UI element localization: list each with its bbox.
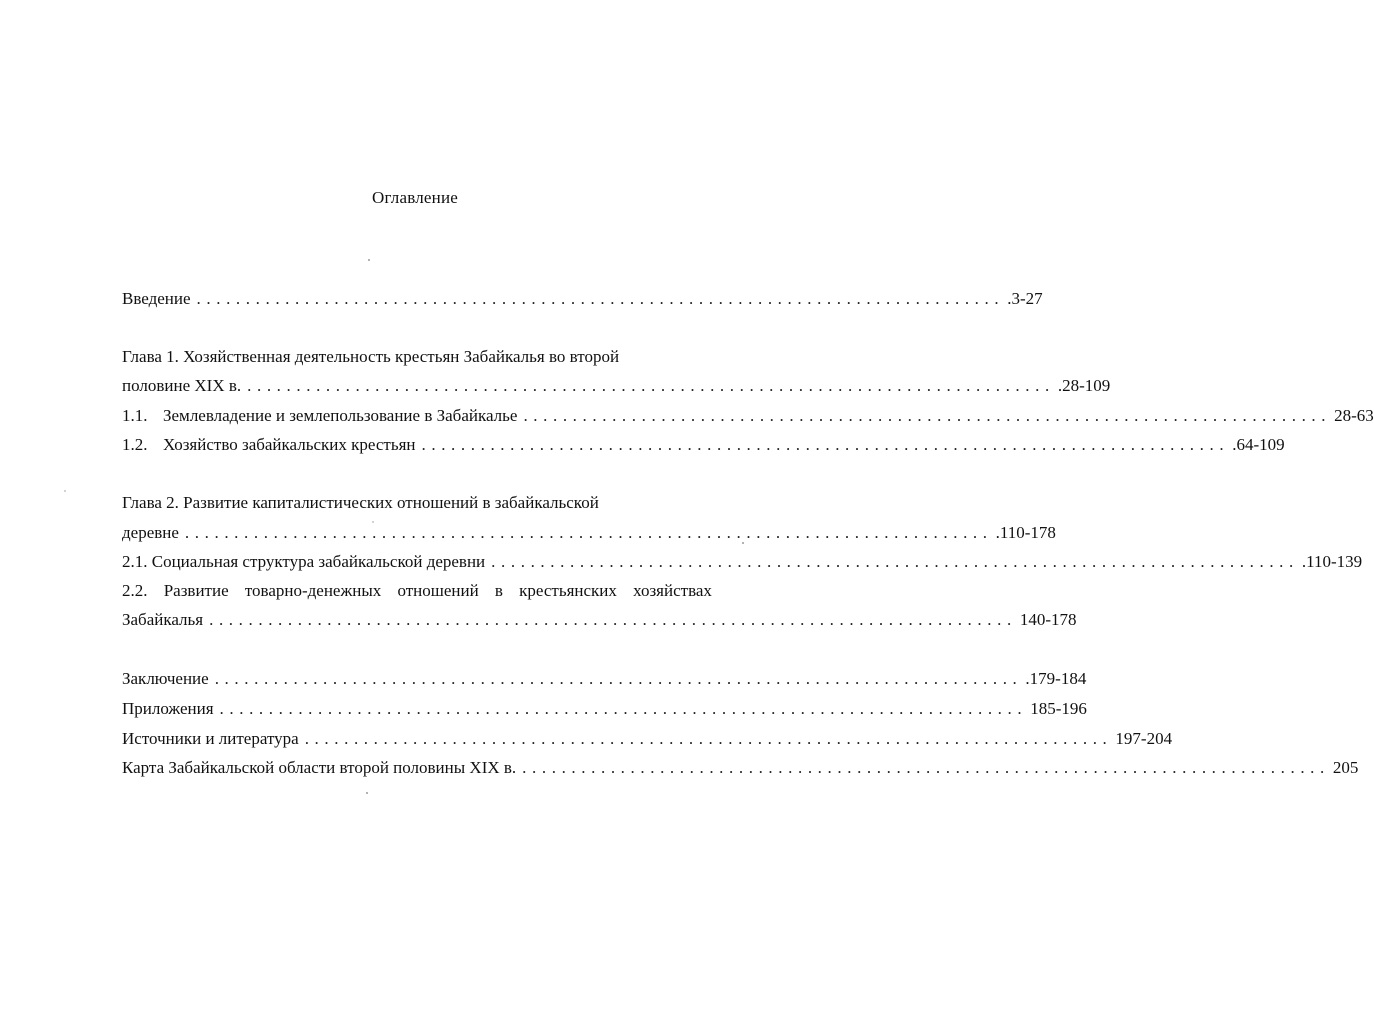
- chapter-1-title-line-1: Глава 1. Хозяйственная деятельность крестьян Забайкалья во второй: [122, 347, 620, 366]
- leader-dots: ..................................................................................: [491, 552, 1299, 571]
- chapter-1-title-line-2: половине XIX в.: [122, 376, 242, 395]
- toc-page-number: .110-178: [995, 523, 1056, 542]
- section-title: Хозяйство забайкальских крестьян: [163, 435, 416, 454]
- toc-entry-appendix: [122, 698, 1087, 720]
- toc-entry-chapter-2: [122, 522, 1056, 544]
- scan-speck: [742, 542, 744, 544]
- toc-entry-label: [122, 405, 517, 427]
- toc-entry-section-1-1: [122, 405, 1374, 427]
- leader-dots: ..................................................................................: [421, 435, 1230, 454]
- toc-entry-label: Источники и литература: [122, 729, 299, 748]
- toc-page-number: 185-196: [1030, 699, 1087, 718]
- toc-page-number: 28-63: [1334, 406, 1374, 425]
- section-title-word: хозяйствах: [633, 581, 712, 600]
- leader-dots: ..................................................................................: [523, 406, 1332, 425]
- toc-page-number: .28-109: [1057, 376, 1111, 395]
- section-number: 1.1.: [122, 406, 148, 425]
- chapter-2-title-line-1: Глава 2. Развитие капиталистических отношений в забайкальской: [122, 493, 599, 512]
- toc-page-number: .3-27: [1007, 289, 1043, 308]
- section-2-2-title-line-2: Забайкалья: [122, 610, 204, 629]
- section-title-word: товарно-денежных: [244, 581, 382, 600]
- toc-entry-label: Введение: [122, 289, 191, 308]
- toc-entry-conclusion: [122, 668, 1087, 690]
- toc-page-number: 197-204: [1115, 729, 1173, 748]
- leader-dots: ..................................................................................: [304, 729, 1113, 748]
- chapter-2-title-line-2: деревне: [122, 523, 179, 542]
- toc-entry-label: 2.1. Социальная структура забайкальской деревни: [122, 552, 486, 571]
- section-title-word: Развитие: [163, 581, 229, 600]
- toc-page-number: 205: [1332, 758, 1359, 777]
- scan-speck: [64, 490, 66, 492]
- leader-dots: ..................................................................................: [209, 610, 1017, 629]
- toc-entry-sources: [122, 728, 1173, 750]
- toc-entry-section-2-1: [122, 551, 1363, 573]
- leader-dots: ..................................................................................: [196, 289, 1005, 308]
- toc-page-number: .179-184: [1025, 669, 1087, 688]
- section-title-word: отношений: [397, 581, 479, 600]
- leader-dots: ..................................................................................: [247, 376, 1055, 395]
- toc-entry-section-1-2: [122, 434, 1285, 456]
- toc-entry-label: Заключение: [122, 669, 209, 688]
- toc-entry-intro: [122, 288, 1043, 310]
- section-number: 2.2.: [122, 581, 148, 600]
- leader-dots: ..................................................................................: [219, 699, 1028, 718]
- toc-page-number: .110-139: [1301, 552, 1363, 571]
- scan-speck: [372, 521, 374, 523]
- scan-speck: [368, 259, 370, 261]
- section-number: 1.2.: [122, 435, 148, 454]
- section-2-2-title-line-1: [122, 580, 712, 602]
- section-title: Землевладение и землепользование в Забайкалье: [163, 406, 518, 425]
- section-title-word: крестьянских: [519, 581, 617, 600]
- leader-dots: ..................................................................................: [184, 523, 993, 542]
- scan-speck: [366, 792, 368, 794]
- page-title: Оглавление: [372, 188, 458, 207]
- toc-page-number: .64-109: [1232, 435, 1285, 454]
- toc-page-number: 140-178: [1019, 610, 1077, 629]
- toc-entry-map: [122, 757, 1359, 779]
- leader-dots: ..................................................................................: [522, 758, 1330, 777]
- toc-entry-section-2-2: [122, 609, 1077, 631]
- toc-entry-label: Карта Забайкальской области второй половины XIX в.: [122, 758, 517, 777]
- leader-dots: ..................................................................................: [214, 669, 1023, 688]
- toc-entry-label: Приложения: [122, 699, 214, 718]
- section-title-word: в: [494, 581, 503, 600]
- toc-entry-label: [122, 434, 416, 456]
- toc-entry-chapter-1: [122, 375, 1111, 397]
